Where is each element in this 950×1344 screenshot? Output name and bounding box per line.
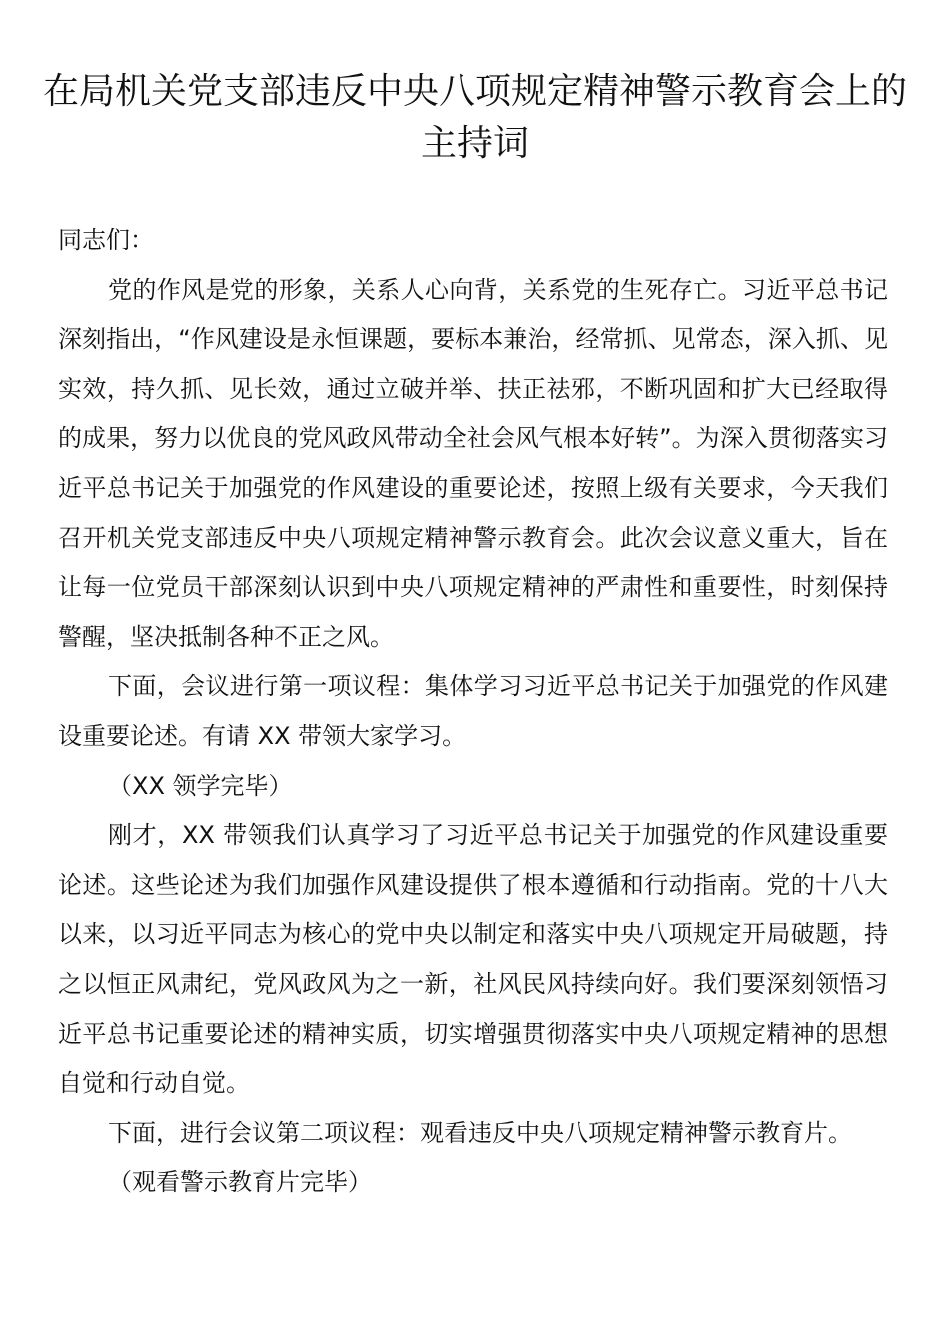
paragraph-study-summary: 刚才，XX 带领我们认真学习了习近平总书记关于加强党的作风建设重要论述。这些论述为我们加强作风建设提供了根本遵循和行动指南。党的十八大以来，以习近平同志为核心的党中央以制定和落实中央八项规定开局破题，持之以恒正风肃纪，党风政风为之一新，社风民风持续向好。我们要深刻领悟习近平总书记重要论述的精神实质，切实增强贯彻落实中央八项规定精神的思想自觉和行动自觉。	[58, 821, 888, 1098]
paragraph-agenda-two: 下面，进行会议第二项议程：观看违反中央八项规定精神警示教育片。	[108, 1118, 852, 1147]
document-title: 在局机关党支部违反中央八项规定精神警示教育会上的主持词	[42, 71, 907, 164]
paragraph-intro: 党的作风是党的形象，关系人心向背，关系党的生死存亡。习近平总书记深刻指出，“作风建设是永恒课题，要标本兼治，经常抓、见常态，深入抓、见实效，持久抓、见长效，通过立破并举、扶正祛邪，不断巩固和扩大已经取得的成果，努力以优良的党风政风带动全社会风气根本好转”。为深入贯彻落实习近平总书记关于加强党的作风建设的重要论述，按照上级有关要求，今天我们召开机关党支部违反中央八项规定精神警示教育会。此次会议意义重大，旨在让每一位党员干部深刻认识到中央八项规定精神的严肃性和重要性，时刻保持警醒，坚决抵制各种不正之风。	[58, 275, 888, 651]
paragraph-agenda-one: 下面，会议进行第一项议程：集体学习习近平总书记关于加强党的作风建设重要论述。有请 XX 带领大家学习。	[58, 672, 888, 750]
paragraph-film-complete: （观看警示教育片完毕）	[108, 1168, 372, 1197]
paragraph-study-complete: （XX 领学完毕）	[108, 771, 293, 800]
document-body	[58, 216, 888, 1208]
salutation: 同志们：	[58, 226, 154, 254]
